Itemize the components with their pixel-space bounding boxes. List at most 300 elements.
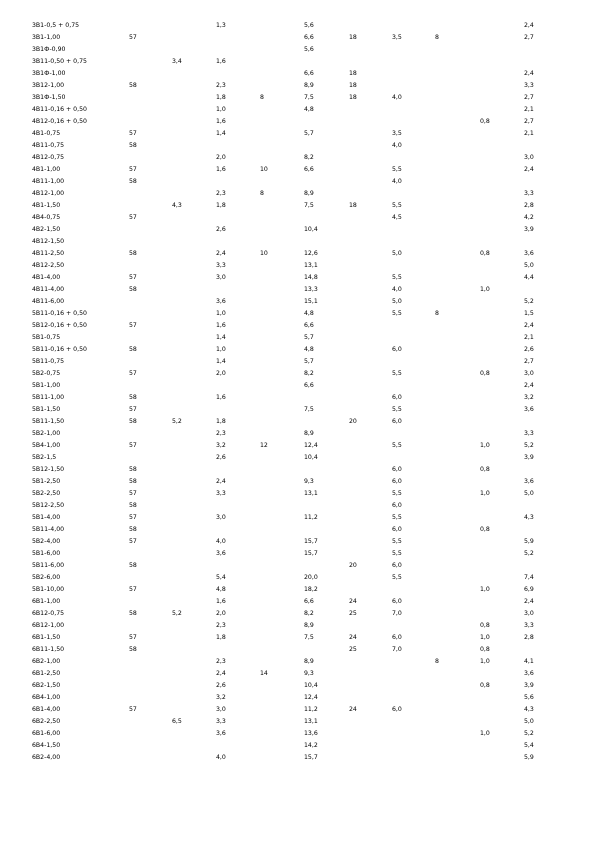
cell-c7: 4,0: [392, 286, 402, 293]
row-designation: 4В1-0,75: [32, 130, 61, 137]
cell-c5: 8,2: [304, 154, 314, 161]
cell-c7: 6,0: [392, 478, 402, 485]
cell-c10: 2,4: [524, 22, 534, 29]
cell-c3: 2,0: [216, 154, 226, 161]
cell-c1: 58: [129, 466, 137, 473]
cell-c7: 5,5: [392, 310, 402, 317]
cell-c3: 1,0: [216, 310, 226, 317]
cell-c3: 3,0: [216, 706, 226, 713]
row-designation: 5В12-0,16 + 0,50: [32, 322, 87, 329]
cell-c10: 3,9: [524, 682, 534, 689]
row-designation: 5В11-6,00: [32, 562, 65, 569]
cell-c10: 3,6: [524, 478, 534, 485]
cell-c3: 4,8: [216, 586, 226, 593]
cell-c4: 12: [260, 442, 268, 449]
cell-c7: 6,0: [392, 502, 402, 509]
cell-c5: 6,6: [304, 70, 314, 77]
cell-c3: 2,3: [216, 82, 226, 89]
cell-c7: 5,5: [392, 370, 402, 377]
cell-c3: 3,6: [216, 730, 226, 737]
cell-c7: 5,5: [392, 406, 402, 413]
cell-c9: 0,8: [480, 466, 490, 473]
row-designation: 6В1-2,50: [32, 670, 61, 677]
row-designation: 4В12-0,75: [32, 154, 65, 161]
row-designation: 5В1-2,50: [32, 478, 61, 485]
cell-c5: 12,4: [304, 694, 318, 701]
cell-c3: 2,6: [216, 226, 226, 233]
row-designation: 5В11-0,16 + 0,50: [32, 310, 87, 317]
row-designation: 6В4-1,50: [32, 742, 61, 749]
cell-c5: 4,8: [304, 346, 314, 353]
cell-c1: 57: [129, 538, 137, 545]
cell-c5: 15,7: [304, 538, 318, 545]
cell-c1: 57: [129, 490, 137, 497]
cell-c5: 7,5: [304, 634, 314, 641]
row-designation: 4В11-4,00: [32, 286, 65, 293]
row-designation: 6В4-1,00: [32, 694, 61, 701]
cell-c9: 0,8: [480, 370, 490, 377]
row-designation: 4В12-0,16 + 0,50: [32, 118, 87, 125]
cell-c6: 20: [349, 562, 357, 569]
cell-c6: 20: [349, 418, 357, 425]
cell-c10: 5,0: [524, 262, 534, 269]
cell-c5: 8,2: [304, 370, 314, 377]
row-designation: 4В11-0,75: [32, 142, 65, 149]
cell-c3: 3,2: [216, 442, 226, 449]
cell-c1: 58: [129, 178, 137, 185]
cell-c5: 8,9: [304, 658, 314, 665]
row-designation: 5В11-1,00: [32, 394, 65, 401]
cell-c7: 7,0: [392, 646, 402, 653]
row-designation: 5В11-0,75: [32, 358, 65, 365]
cell-c1: 58: [129, 478, 137, 485]
cell-c5: 5,7: [304, 334, 314, 341]
cell-c10: 2,7: [524, 118, 534, 125]
cell-c10: 3,6: [524, 670, 534, 677]
cell-c3: 2,3: [216, 190, 226, 197]
row-designation: 3В1Ф-1,50: [32, 94, 66, 101]
row-designation: 4В12-1,00: [32, 190, 65, 197]
cell-c5: 8,2: [304, 610, 314, 617]
cell-c7: 4,0: [392, 94, 402, 101]
cell-c3: 1,8: [216, 634, 226, 641]
cell-c5: 14,8: [304, 274, 318, 281]
cell-c1: 58: [129, 646, 137, 653]
row-designation: 5В1-10,00: [32, 586, 65, 593]
cell-c5: 13,3: [304, 286, 318, 293]
cell-c8: 8: [435, 310, 439, 317]
row-designation: 4В1-1,00: [32, 166, 61, 173]
row-designation: 6В2-2,50: [32, 718, 61, 725]
cell-c10: 2,4: [524, 322, 534, 329]
cell-c10: 4,3: [524, 514, 534, 521]
cell-c10: 5,2: [524, 730, 534, 737]
cell-c3: 1,6: [216, 58, 226, 65]
cell-c10: 2,8: [524, 202, 534, 209]
cell-c7: 5,0: [392, 250, 402, 257]
cell-c7: 6,0: [392, 526, 402, 533]
cell-c10: 5,9: [524, 538, 534, 545]
cell-c5: 9,3: [304, 670, 314, 677]
row-designation: 4В11-2,50: [32, 250, 65, 257]
cell-c3: 1,6: [216, 394, 226, 401]
cell-c10: 5,2: [524, 298, 534, 305]
cell-c5: 6,6: [304, 382, 314, 389]
cell-c5: 10,4: [304, 226, 318, 233]
cell-c7: 4,5: [392, 214, 402, 221]
cell-c10: 1,5: [524, 310, 534, 317]
cell-c7: 6,0: [392, 394, 402, 401]
cell-c5: 8,9: [304, 430, 314, 437]
cell-c9: 0,8: [480, 118, 490, 125]
cell-c10: 2,4: [524, 382, 534, 389]
cell-c9: 1,0: [480, 286, 490, 293]
cell-c7: 5,5: [392, 166, 402, 173]
cell-c9: 0,8: [480, 250, 490, 257]
cell-c5: 8,9: [304, 190, 314, 197]
row-designation: 6В1-1,50: [32, 634, 61, 641]
row-designation: 4В1-4,00: [32, 274, 61, 281]
cell-c1: 57: [129, 586, 137, 593]
cell-c5: 20,0: [304, 574, 318, 581]
cell-c1: 58: [129, 346, 137, 353]
cell-c7: 5,5: [392, 202, 402, 209]
cell-c10: 7,4: [524, 574, 534, 581]
cell-c1: 58: [129, 562, 137, 569]
row-designation: 5В2-0,75: [32, 370, 61, 377]
cell-c7: 6,0: [392, 346, 402, 353]
cell-c6: 18: [349, 202, 357, 209]
cell-c3: 3,6: [216, 550, 226, 557]
cell-c7: 5,0: [392, 298, 402, 305]
cell-c9: 1,0: [480, 442, 490, 449]
cell-c3: 1,3: [216, 22, 226, 29]
cell-c3: 1,4: [216, 334, 226, 341]
cell-c3: 2,4: [216, 670, 226, 677]
cell-c5: 13,1: [304, 262, 318, 269]
cell-c10: 3,3: [524, 190, 534, 197]
cell-c7: 5,5: [392, 538, 402, 545]
cell-c1: 58: [129, 250, 137, 257]
row-designation: 5В2-1,00: [32, 430, 61, 437]
cell-c10: 4,4: [524, 274, 534, 281]
cell-c3: 3,0: [216, 514, 226, 521]
cell-c2: 3,4: [172, 58, 182, 65]
cell-c10: 5,4: [524, 742, 534, 749]
cell-c3: 2,6: [216, 682, 226, 689]
cell-c5: 4,8: [304, 106, 314, 113]
cell-c10: 3,9: [524, 454, 534, 461]
row-designation: 5В2-2,50: [32, 490, 61, 497]
row-designation: 5В11-4,00: [32, 526, 65, 533]
cell-c7: 3,5: [392, 130, 402, 137]
cell-c1: 57: [129, 442, 137, 449]
cell-c6: 25: [349, 646, 357, 653]
cell-c1: 57: [129, 166, 137, 173]
cell-c1: 58: [129, 286, 137, 293]
cell-c6: 18: [349, 82, 357, 89]
cell-c10: 2,7: [524, 358, 534, 365]
row-designation: 5В1-6,00: [32, 550, 61, 557]
row-designation: 6В2-1,00: [32, 658, 61, 665]
cell-c1: 57: [129, 706, 137, 713]
cell-c5: 5,7: [304, 358, 314, 365]
cell-c3: 3,2: [216, 694, 226, 701]
cell-c5: 6,6: [304, 166, 314, 173]
row-designation: 5В1-1,50: [32, 406, 61, 413]
cell-c5: 5,7: [304, 130, 314, 137]
cell-c5: 13,1: [304, 490, 318, 497]
cell-c5: 15,7: [304, 754, 318, 761]
cell-c10: 3,0: [524, 370, 534, 377]
cell-c3: 1,6: [216, 598, 226, 605]
cell-c5: 8,9: [304, 82, 314, 89]
cell-c5: 11,2: [304, 514, 318, 521]
row-designation: 5В12-1,50: [32, 466, 65, 473]
cell-c10: 3,3: [524, 430, 534, 437]
cell-c7: 3,5: [392, 34, 402, 41]
cell-c10: 3,2: [524, 394, 534, 401]
cell-c10: 5,0: [524, 718, 534, 725]
row-designation: 3В1Ф-0,90: [32, 46, 66, 53]
cell-c3: 5,4: [216, 574, 226, 581]
cell-c3: 3,3: [216, 262, 226, 269]
cell-c5: 15,1: [304, 298, 318, 305]
cell-c4: 10: [260, 250, 268, 257]
cell-c1: 57: [129, 214, 137, 221]
cell-c3: 2,0: [216, 370, 226, 377]
cell-c6: 18: [349, 34, 357, 41]
row-designation: 4В11-6,00: [32, 298, 65, 305]
row-designation: 5В1-1,00: [32, 382, 61, 389]
cell-c10: 5,2: [524, 550, 534, 557]
row-designation: 3В1-1,00: [32, 34, 61, 41]
cell-c3: 2,3: [216, 658, 226, 665]
cell-c7: 5,5: [392, 274, 402, 281]
cell-c10: 2,8: [524, 634, 534, 641]
cell-c7: 5,5: [392, 490, 402, 497]
cell-c10: 2,7: [524, 94, 534, 101]
cell-c3: 1,6: [216, 322, 226, 329]
cell-c9: 0,8: [480, 622, 490, 629]
cell-c1: 58: [129, 394, 137, 401]
row-designation: 5В2-6,00: [32, 574, 61, 581]
cell-c3: 1,8: [216, 94, 226, 101]
cell-c5: 7,5: [304, 94, 314, 101]
cell-c10: 3,0: [524, 610, 534, 617]
cell-c3: 2,3: [216, 622, 226, 629]
cell-c2: 6,5: [172, 718, 182, 725]
cell-c5: 10,4: [304, 682, 318, 689]
cell-c5: 6,6: [304, 34, 314, 41]
row-designation: 4В2-1,50: [32, 226, 61, 233]
row-designation: 3В1-0,5 + 0,75: [32, 22, 80, 29]
cell-c7: 4,0: [392, 178, 402, 185]
row-designation: 6В2-4,00: [32, 754, 61, 761]
cell-c10: 5,9: [524, 754, 534, 761]
row-designation: 6В2-1,50: [32, 682, 61, 689]
cell-c5: 14,2: [304, 742, 318, 749]
cell-c1: 57: [129, 406, 137, 413]
cell-c10: 3,6: [524, 406, 534, 413]
cell-c3: 4,0: [216, 538, 226, 545]
cell-c7: 7,0: [392, 610, 402, 617]
cell-c10: 2,7: [524, 34, 534, 41]
row-designation: 6В1-1,00: [32, 598, 61, 605]
cell-c5: 4,8: [304, 310, 314, 317]
cell-c10: 5,6: [524, 694, 534, 701]
cell-c4: 8: [260, 94, 264, 101]
cell-c1: 58: [129, 82, 137, 89]
row-designation: 4В1-1,50: [32, 202, 61, 209]
cell-c4: 14: [260, 670, 268, 677]
cell-c1: 58: [129, 502, 137, 509]
cell-c3: 1,4: [216, 358, 226, 365]
row-designation: 5В1-4,00: [32, 514, 61, 521]
cell-c6: 18: [349, 94, 357, 101]
cell-c5: 7,5: [304, 202, 314, 209]
cell-c6: 18: [349, 70, 357, 77]
cell-c7: 6,0: [392, 562, 402, 569]
cell-c10: 3,9: [524, 226, 534, 233]
cell-c3: 1,0: [216, 346, 226, 353]
row-designation: 5В2-4,00: [32, 538, 61, 545]
row-designation: 6В12-0,75: [32, 610, 65, 617]
cell-c6: 25: [349, 610, 357, 617]
cell-c6: 24: [349, 706, 357, 713]
row-designation: 6В1-4,00: [32, 706, 61, 713]
cell-c3: 1,8: [216, 418, 226, 425]
cell-c7: 6,0: [392, 466, 402, 473]
cell-c9: 1,0: [480, 634, 490, 641]
cell-c7: 5,5: [392, 574, 402, 581]
row-designation: 4В12-1,50: [32, 238, 65, 245]
row-designation: 4В11-1,00: [32, 178, 65, 185]
cell-c10: 2,4: [524, 598, 534, 605]
cell-c10: 3,3: [524, 82, 534, 89]
cell-c10: 2,6: [524, 346, 534, 353]
cell-c9: 1,0: [480, 658, 490, 665]
cell-c7: 5,5: [392, 550, 402, 557]
cell-c10: 3,0: [524, 154, 534, 161]
cell-c1: 57: [129, 370, 137, 377]
cell-c1: 58: [129, 610, 137, 617]
cell-c7: 4,0: [392, 142, 402, 149]
cell-c6: 24: [349, 634, 357, 641]
row-designation: 3В12-1,00: [32, 82, 65, 89]
cell-c1: 57: [129, 130, 137, 137]
row-designation: 5В2-1,5: [32, 454, 57, 461]
cell-c3: 2,0: [216, 610, 226, 617]
cell-c4: 10: [260, 166, 268, 173]
cell-c8: 8: [435, 34, 439, 41]
cell-c5: 13,6: [304, 730, 318, 737]
cell-c5: 5,6: [304, 22, 314, 29]
cell-c3: 2,4: [216, 250, 226, 257]
cell-c5: 9,3: [304, 478, 314, 485]
cell-c10: 4,1: [524, 658, 534, 665]
row-designation: 5В11-0,16 + 0,50: [32, 346, 87, 353]
row-designation: 5В4-1,00: [32, 442, 61, 449]
row-designation: 6В12-1,00: [32, 622, 65, 629]
cell-c5: 18,2: [304, 586, 318, 593]
cell-c10: 5,2: [524, 442, 534, 449]
cell-c7: 5,5: [392, 442, 402, 449]
cell-c10: 5,0: [524, 490, 534, 497]
cell-c1: 58: [129, 418, 137, 425]
cell-c3: 1,4: [216, 130, 226, 137]
cell-c10: 2,4: [524, 70, 534, 77]
row-designation: 5В12-2,50: [32, 502, 65, 509]
cell-c7: 6,0: [392, 598, 402, 605]
cell-c5: 5,6: [304, 46, 314, 53]
cell-c5: 11,2: [304, 706, 318, 713]
cell-c10: 4,2: [524, 214, 534, 221]
cell-c5: 8,9: [304, 622, 314, 629]
cell-c5: 10,4: [304, 454, 318, 461]
cell-c3: 1,6: [216, 118, 226, 125]
row-designation: 6В1-6,00: [32, 730, 61, 737]
cell-c10: 4,3: [524, 706, 534, 713]
cell-c10: 3,6: [524, 250, 534, 257]
cell-c3: 4,0: [216, 754, 226, 761]
cell-c10: 2,1: [524, 130, 534, 137]
cell-c10: 3,3: [524, 622, 534, 629]
row-designation: 5В1-0,75: [32, 334, 61, 341]
cell-c5: 12,4: [304, 442, 318, 449]
cell-c7: 5,5: [392, 514, 402, 521]
cell-c10: 2,1: [524, 334, 534, 341]
row-designation: 4В4-0,75: [32, 214, 61, 221]
row-designation: 4В11-0,16 + 0,50: [32, 106, 87, 113]
cell-c1: 57: [129, 274, 137, 281]
cell-c2: 4,3: [172, 202, 182, 209]
cell-c5: 6,6: [304, 598, 314, 605]
cell-c10: 2,1: [524, 106, 534, 113]
cell-c5: 15,7: [304, 550, 318, 557]
cell-c3: 3,0: [216, 274, 226, 281]
cell-c2: 5,2: [172, 610, 182, 617]
cell-c5: 12,6: [304, 250, 318, 257]
cell-c3: 3,3: [216, 490, 226, 497]
cell-c4: 8: [260, 190, 264, 197]
cell-c9: 1,0: [480, 490, 490, 497]
cell-c9: 0,8: [480, 526, 490, 533]
cell-c8: 8: [435, 658, 439, 665]
cell-c3: 3,3: [216, 718, 226, 725]
cell-c9: 0,8: [480, 682, 490, 689]
cell-c7: 6,0: [392, 706, 402, 713]
cell-c3: 1,8: [216, 202, 226, 209]
cell-c1: 57: [129, 634, 137, 641]
cell-c3: 2,3: [216, 430, 226, 437]
cell-c3: 1,6: [216, 166, 226, 173]
row-designation: 3В11-0,50 + 0,75: [32, 58, 87, 65]
cell-c3: 2,6: [216, 454, 226, 461]
cell-c6: 24: [349, 598, 357, 605]
cell-c5: 6,6: [304, 322, 314, 329]
cell-c1: 58: [129, 142, 137, 149]
cell-c10: 6,9: [524, 586, 534, 593]
cell-c3: 3,6: [216, 298, 226, 305]
cell-c1: 58: [129, 526, 137, 533]
cell-c10: 2,4: [524, 166, 534, 173]
row-designation: 3В1Ф-1,00: [32, 70, 66, 77]
row-designation: 5В11-1,50: [32, 418, 65, 425]
cell-c9: 1,0: [480, 730, 490, 737]
cell-c3: 2,4: [216, 478, 226, 485]
cell-c1: 57: [129, 322, 137, 329]
